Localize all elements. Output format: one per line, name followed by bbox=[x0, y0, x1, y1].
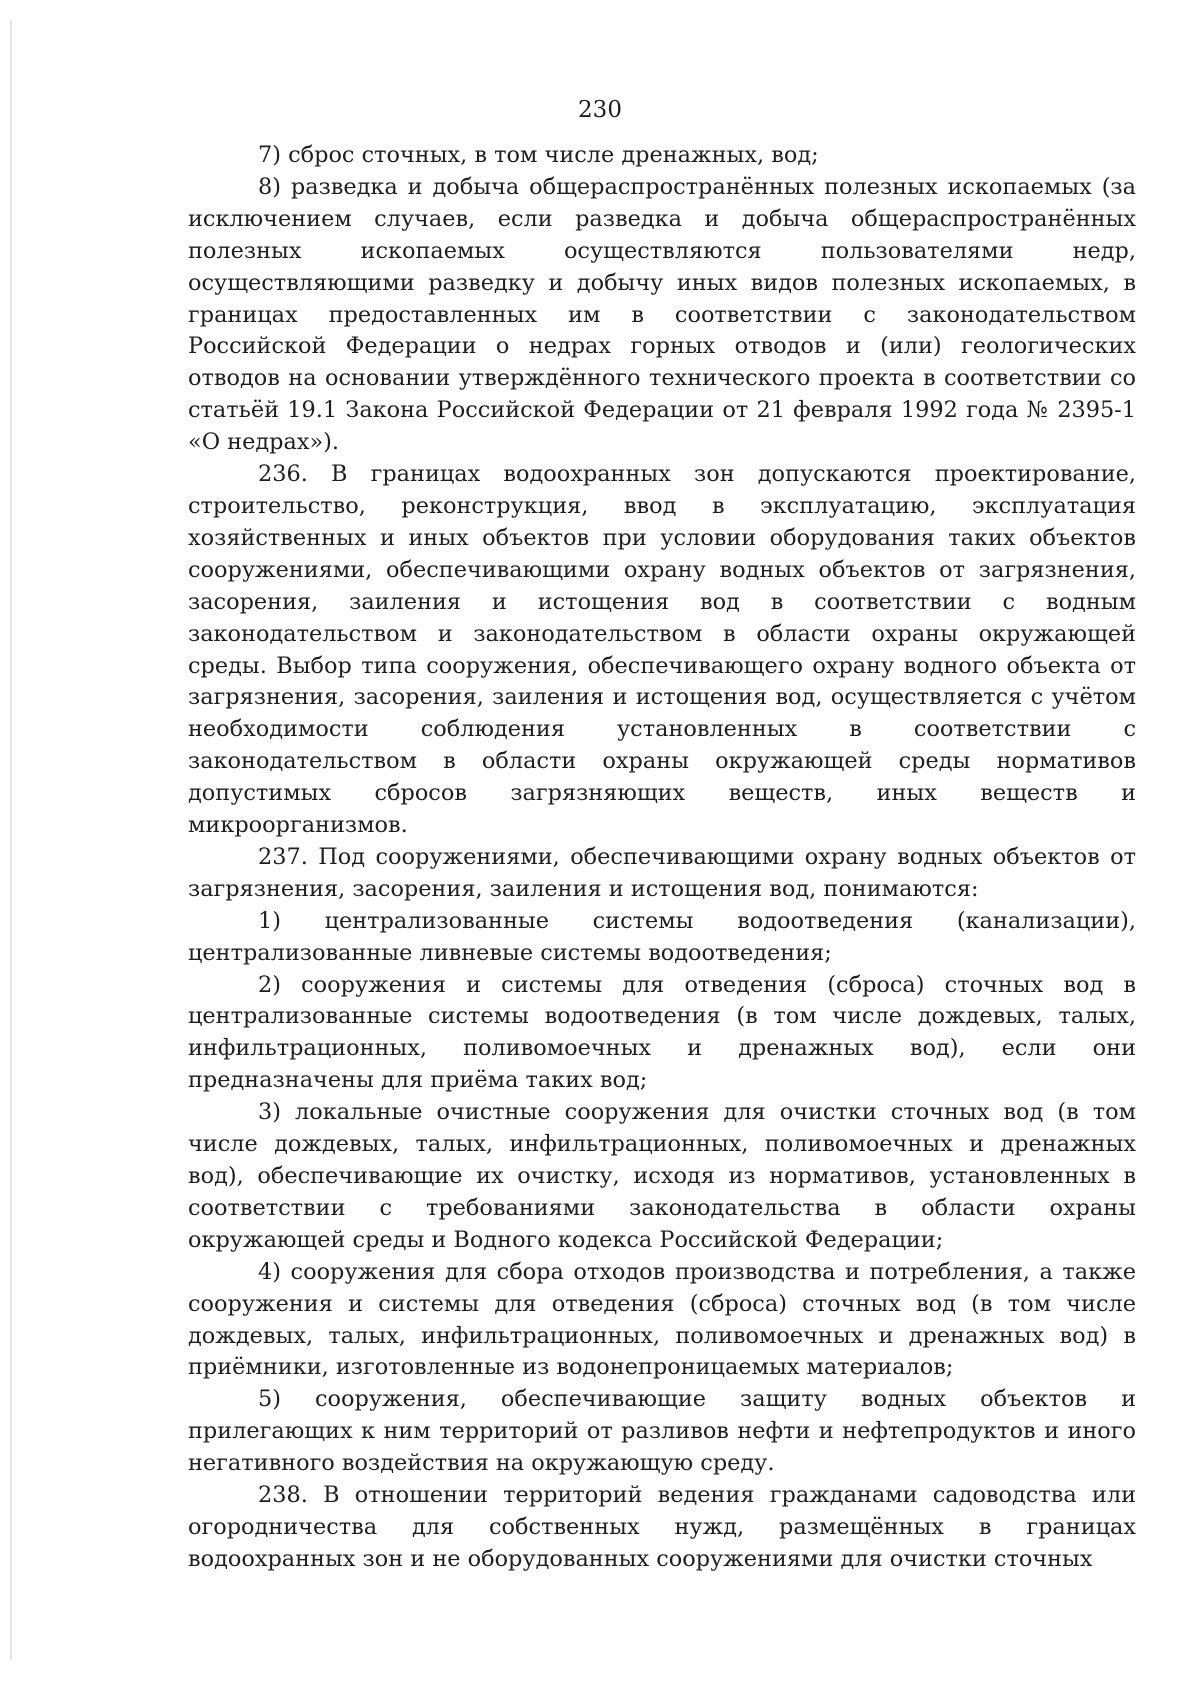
paragraph-236: 236. В границах водоохранных зон допускаются проектирование, строительство, реконструкция, ввод в эксплуатацию, эксплуатация хозяйственных и иных объектов при условии оборудования таких объектов сооружениями, обеспечивающими охрану водных объектов от загрязнения, засорения, заиления и истощения вод в соответствии с водным законодательством и законодательством в области охраны окружающей среды. Выбор типа сооружения, обеспечивающего охрану водного объекта от загрязнения, засорения, заиления и истощения вод, осуществляется с учётом необходимости соблюдения установленных в соответствии с законодательством в области охраны окружающей среды нормативов допустимых сбросов загрязняющих веществ, иных веществ и микроорганизмов. bbox=[188, 461, 1136, 839]
list-item-237-2: 2) сооружения и системы для отведения (сброса) сточных вод в централизованные системы водоотведения (в том числе дождевых, талых, инфильтрационных, поливомоечных и дренажных вод), если они предназначены для приёма таких вод; bbox=[188, 971, 1136, 1094]
list-item-7: 7) сброс сточных, в том числе дренажных, вод; bbox=[258, 142, 819, 168]
paragraph-237: 237. Под сооружениями, обеспечивающими охрану водных объектов от загрязнения, засорения, заиления и истощения вод, понимаются: bbox=[188, 843, 1136, 902]
list-item-8: 8) разведка и добыча общераспространённых полезных ископаемых (за исключением случаев, если разведка и добыча общераспространённых полезных ископаемых осуществляются пользователями недр, осуществляющими разведку и добычу иных видов полезных ископаемых, в границах предоставленных им в соответствии с законодательством Российской Федерации о недрах горных отводов и (или) геологических отводов на основании утверждённого технического проекта в соответствии со статьёй 19.1 Закона Российской Федерации от 21 февраля 1992 года № 2395-1 «О недрах»). bbox=[188, 173, 1136, 456]
paragraph-238: 238. В отношении территорий ведения гражданами садоводства или огородничества для собственных нужд, размещённых в границах водоохранных зон и не оборудованных сооружениями для очистки сточных bbox=[188, 1482, 1136, 1572]
list-item-237-4: 4) сооружения для сбора отходов производства и потребления, а также сооружения и системы для отведения (сброса) сточных вод (в том числе дождевых, талых, инфильтрационных, поливомоечных и дренажных вод) в приёмники, изготовленные из водонепроницаемых материалов; bbox=[188, 1258, 1136, 1381]
document-body bbox=[188, 140, 1136, 1576]
list-item-237-1: 1) централизованные системы водоотведения (канализации), централизованные ливневые системы водоотведения; bbox=[188, 907, 1136, 966]
list-item-237-5: 5) сооружения, обеспечивающие защиту водных объектов и прилегающих к ним территорий от разливов нефти и нефтепродуктов и иного негативного воздействия на окружающую среду. bbox=[188, 1386, 1136, 1477]
list-item-237-3: 3) локальные очистные сооружения для очистки сточных вод (в том числе дождевых, талых, инфильтрационных, поливомоечных и дренажных вод), обеспечивающие их очистку, исходя из нормативов, установленных в соответствии с требованиями законодательства в области охраны окружающей среды и Водного кодекса Российской Федерации; bbox=[188, 1099, 1136, 1253]
page-number: 230 bbox=[578, 97, 622, 123]
scan-edge bbox=[10, 20, 12, 1660]
